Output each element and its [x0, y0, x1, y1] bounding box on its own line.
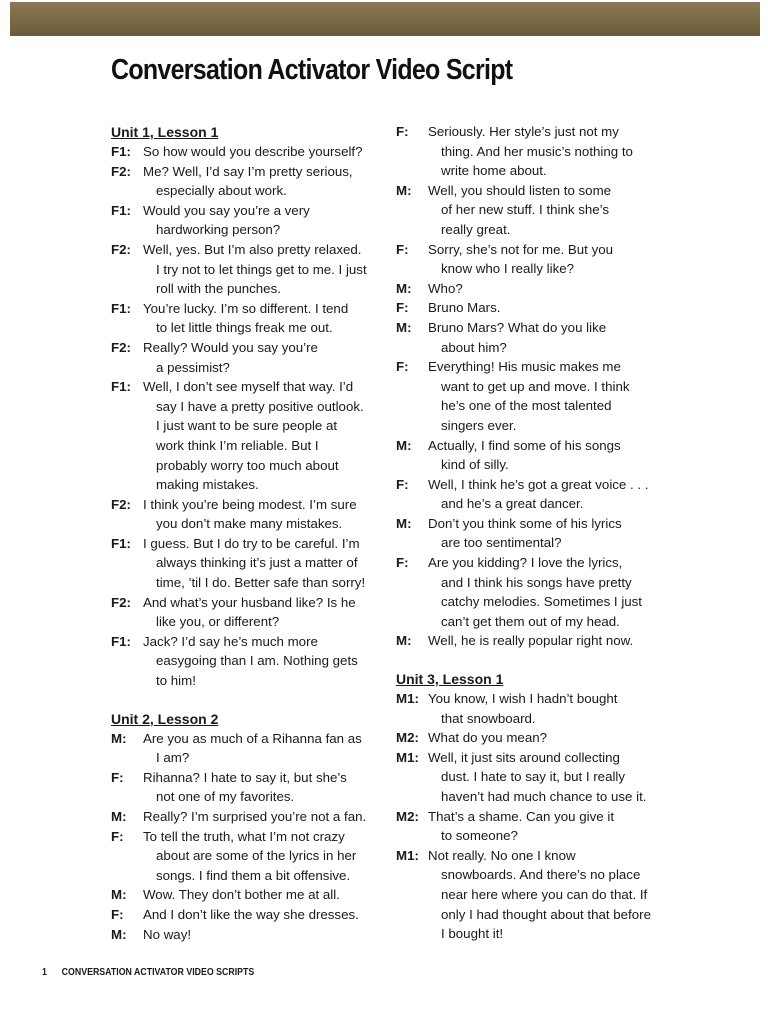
dialogue-text: hardworking person?: [156, 222, 281, 238]
dialogue-text: Not really. No one I know: [428, 847, 576, 863]
dialogue-turn: [111, 338, 373, 377]
dialogue-turn: [111, 768, 373, 807]
dialogue-text: especially about work.: [156, 183, 287, 199]
speaker-spacer: [111, 220, 143, 240]
dialogue-text: No way!: [143, 926, 192, 942]
dialogue-line: [111, 925, 373, 945]
speaker-spacer: [111, 514, 143, 534]
speaker-spacer: [396, 377, 428, 397]
dialogue-text: Are you kidding? I love the lyrics,: [428, 555, 623, 571]
dialogue-line: [111, 220, 373, 240]
speaker-label: F2:: [111, 241, 131, 257]
dialogue-turn: [396, 357, 660, 435]
speaker-label: F:: [396, 124, 409, 139]
dialogue-turn: [396, 240, 660, 279]
speaker-label: M:: [396, 437, 412, 453]
speaker-spacer: [396, 142, 428, 162]
dialogue-line: [396, 318, 660, 338]
dialogue-turn: [396, 436, 660, 475]
dialogue-text: you don’t make many mistakes.: [156, 516, 343, 532]
dialogue-text: to someone?: [441, 828, 518, 844]
dialogue-line: [396, 181, 660, 201]
dialogue-turn: [396, 279, 660, 299]
speaker-spacer: [111, 475, 143, 495]
dialogue-text: Well, you should listen to some: [428, 182, 612, 198]
dialogue-text: near here where you can do that. If: [441, 886, 648, 902]
section-gap: [396, 651, 660, 669]
dialogue-text: snowboards. And there’s no place: [441, 867, 641, 883]
speaker-spacer: [111, 612, 143, 632]
dialogue-text: Well, I don’t see myself that way. I’d: [143, 379, 354, 395]
speaker-label: F:: [396, 300, 409, 316]
dialogue-text: That’s a shame. Can you give it: [428, 808, 615, 824]
dialogue-turn: [396, 846, 660, 944]
dialogue-line: [396, 259, 660, 279]
unit-heading: Unit 1, Lesson 1: [111, 124, 219, 140]
dialogue-text: making mistakes.: [156, 477, 259, 493]
dialogue-line: [111, 671, 373, 691]
section-gap: [111, 691, 373, 709]
dialogue-text: I bought it!: [441, 926, 504, 942]
dialogue-text: to him!: [156, 673, 196, 689]
dialogue-line: [396, 533, 660, 553]
dialogue-turn: [396, 298, 660, 318]
dialogue-turn: [396, 553, 660, 631]
speaker-spacer: [396, 709, 428, 729]
dialogue-text: Bruno Mars.: [428, 300, 501, 316]
dialogue-line: [396, 279, 660, 299]
speaker-label: M:: [111, 926, 127, 942]
speaker-spacer: [111, 358, 143, 378]
dialogue-line: [396, 924, 660, 944]
dialogue-line: [111, 162, 373, 182]
speaker-spacer: [396, 885, 428, 905]
dialogue-line: [111, 397, 373, 417]
dialogue-line: [111, 573, 373, 593]
dialogue-text: easygoing than I am. Nothing gets: [156, 653, 358, 669]
dialogue-text: I guess. But I do try to be careful. I’m: [143, 535, 360, 551]
dialogue-line: [396, 573, 660, 593]
dialogue-line: [396, 748, 660, 768]
speaker-label: F2:: [111, 496, 131, 512]
speaker-label: F2:: [111, 163, 131, 179]
dialogue-text: dust. I hate to say it, but I really: [441, 769, 626, 785]
dialogue-line: [396, 553, 660, 573]
dialogue-text: Rihanna? I hate to say it, but she’s: [143, 769, 347, 785]
speaker-spacer: [111, 553, 143, 573]
dialogue-turn: [111, 299, 373, 338]
speaker-label: M:: [396, 280, 412, 296]
dialogue-text: I try not to let things get to me. I just: [156, 261, 367, 277]
dialogue-turn: [111, 827, 373, 886]
speaker-label: F1:: [111, 535, 131, 551]
dialogue-text: only I had thought about that before: [441, 906, 651, 922]
dialogue-text: songs. I find them a bit offensive.: [156, 867, 351, 883]
dialogue-line: [111, 436, 373, 456]
speaker-spacer: [111, 436, 143, 456]
dialogue-line: [396, 689, 660, 709]
speaker-label: F:: [111, 769, 124, 785]
speaker-spacer: [111, 651, 143, 671]
dialogue-turn: [111, 632, 373, 691]
speaker-label: M2:: [396, 808, 419, 824]
dialogue-text: thing. And her music’s nothing to: [441, 143, 633, 159]
speaker-spacer: [396, 865, 428, 885]
dialogue-line: [396, 122, 660, 142]
dialogue-text: kind of silly.: [441, 457, 509, 473]
dialogue-text: that snowboard.: [441, 710, 536, 726]
speaker-label: F1:: [111, 633, 131, 649]
dialogue-line: [111, 612, 373, 632]
speaker-label: F1:: [111, 300, 131, 316]
speaker-spacer: [111, 573, 143, 593]
dialogue-line: [111, 534, 373, 554]
speaker-spacer: [111, 181, 143, 201]
dialogue-line: [396, 455, 660, 475]
dialogue-turn: [111, 905, 373, 925]
speaker-spacer: [396, 905, 428, 925]
dialogue-line: [396, 436, 660, 456]
speaker-label: F2:: [111, 594, 131, 610]
dialogue-text: Everything! His music makes me: [428, 359, 621, 375]
dialogue-line: [111, 768, 373, 788]
dialogue-text: work think I’m reliable. But I: [156, 437, 319, 453]
dialogue-line: [111, 514, 373, 534]
dialogue-text: So how would you describe yourself?: [143, 144, 363, 159]
dialogue-line: [111, 142, 373, 162]
dialogue-line: [396, 767, 660, 787]
dialogue-line: [396, 787, 660, 807]
speaker-label: F:: [396, 241, 409, 257]
speaker-spacer: [396, 200, 428, 220]
speaker-spacer: [396, 573, 428, 593]
dialogue-text: You’re lucky. I’m so different. I tend: [143, 300, 349, 316]
dialogue-text: I think you’re being modest. I’m sure: [143, 496, 357, 512]
speaker-spacer: [396, 767, 428, 787]
dialogue-line: [111, 338, 373, 358]
speaker-label: M:: [111, 887, 127, 903]
dialogue-text: are too sentimental?: [441, 535, 562, 551]
dialogue-line: [111, 827, 373, 847]
dialogue-line: [111, 866, 373, 886]
dialogue-turn: [396, 689, 660, 728]
dialogue-line: [111, 456, 373, 476]
dialogue-text: Who?: [428, 280, 463, 296]
dialogue-turn: [111, 534, 373, 593]
dialogue-turn: [111, 162, 373, 201]
dialogue-line: [396, 846, 660, 866]
dialogue-text: know who I really like?: [441, 261, 575, 277]
speaker-label: M:: [111, 730, 127, 746]
dialogue-line: [111, 299, 373, 319]
speaker-spacer: [111, 397, 143, 417]
page-number: 1: [42, 967, 47, 978]
dialogue-text: and I think his songs have pretty: [441, 574, 632, 590]
dialogue-turn: [396, 631, 660, 651]
dialogue-turn: [111, 495, 373, 534]
dialogue-text: Don’t you think some of his lyrics: [428, 515, 622, 531]
dialogue-line: [111, 318, 373, 338]
dialogue-line: [111, 729, 373, 749]
dialogue-line: [396, 612, 660, 632]
dialogue-turn: [396, 318, 660, 357]
speaker-label: M:: [396, 319, 412, 335]
page-title: Conversation Activator Video Script: [111, 54, 513, 86]
speaker-spacer: [396, 455, 428, 475]
speaker-label: M:: [396, 182, 412, 198]
dialogue-text: You know, I wish I hadn’t bought: [428, 691, 618, 707]
speaker-spacer: [396, 161, 428, 181]
dialogue-line: [396, 494, 660, 514]
dialogue-text: Really? I’m surprised you’re not a fan.: [143, 809, 367, 824]
dialogue-line: [396, 416, 660, 436]
dialogue-line: [111, 787, 373, 807]
dialogue-line: [396, 475, 660, 495]
dialogue-turn: [111, 377, 373, 495]
dialogue-text: Seriously. Her style’s just not my: [428, 124, 619, 139]
speaker-label: M:: [396, 515, 412, 531]
dialogue-text: say I have a pretty positive outlook.: [156, 398, 364, 414]
dialogue-text: like you, or different?: [156, 614, 280, 630]
dialogue-line: [111, 495, 373, 515]
speaker-spacer: [396, 220, 428, 240]
speaker-spacer: [396, 826, 428, 846]
dialogue-text: Actually, I find some of his songs: [428, 437, 621, 453]
dialogue-line: [111, 377, 373, 397]
dialogue-turn: [396, 475, 660, 514]
dialogue-text: of her new stuff. I think she’s: [441, 202, 610, 218]
dialogue-line: [396, 728, 660, 748]
dialogue-text: he’s one of the most talented: [441, 398, 612, 414]
speaker-spacer: [396, 592, 428, 612]
dialogue-text: a pessimist?: [156, 359, 230, 375]
dialogue-text: catchy melodies. Sometimes I just: [441, 594, 643, 610]
left-column: [111, 122, 373, 944]
dialogue-turn: [111, 729, 373, 768]
dialogue-line: [111, 651, 373, 671]
dialogue-line: [396, 396, 660, 416]
speaker-spacer: [111, 318, 143, 338]
dialogue-line: [396, 377, 660, 397]
dialogue-text: not one of my favorites.: [156, 789, 295, 805]
speaker-spacer: [396, 259, 428, 279]
dialogue-line: [111, 260, 373, 280]
speaker-label: F1:: [111, 379, 131, 395]
dialogue-turn: [111, 807, 373, 827]
speaker-spacer: [111, 846, 143, 866]
dialogue-line: [111, 632, 373, 652]
speaker-spacer: [111, 260, 143, 280]
dialogue-line: [111, 885, 373, 905]
dialogue-text: can’t get them out of my head.: [441, 613, 620, 629]
dialogue-line: [111, 475, 373, 495]
dialogue-text: want to get up and move. I think: [441, 378, 630, 394]
dialogue-line: [396, 709, 660, 729]
speaker-spacer: [111, 456, 143, 476]
speaker-spacer: [111, 866, 143, 886]
dialogue-text: Well, he is really popular right now.: [428, 633, 634, 649]
dialogue-line: [396, 514, 660, 534]
dialogue-turn: [111, 201, 373, 240]
dialogue-turn: [396, 748, 660, 807]
footer-label: CONVERSATION ACTIVATOR VIDEO SCRIPTS: [61, 967, 255, 978]
speaker-label: F:: [111, 828, 124, 844]
speaker-label: M:: [396, 633, 412, 649]
dialogue-text: To tell the truth, what I’m not crazy: [143, 828, 345, 844]
dialogue-line: [111, 748, 373, 768]
speaker-label: M:: [111, 809, 127, 824]
header-color-bar: [10, 2, 760, 36]
dialogue-line: [396, 200, 660, 220]
speaker-spacer: [396, 612, 428, 632]
speaker-spacer: [396, 338, 428, 358]
dialogue-turn: [111, 925, 373, 945]
dialogue-text: Bruno Mars? What do you like: [428, 319, 607, 335]
dialogue-line: [396, 357, 660, 377]
dialogue-text: singers ever.: [441, 417, 517, 433]
speaker-label: F:: [396, 476, 409, 492]
speaker-label: M1:: [396, 749, 419, 765]
speaker-label: M2:: [396, 730, 419, 746]
dialogue-line: [111, 201, 373, 221]
speaker-spacer: [111, 416, 143, 436]
dialogue-text: And what’s your husband like? Is he: [143, 594, 356, 610]
speaker-label: M1:: [396, 691, 419, 707]
dialogue-turn: [111, 240, 373, 299]
speaker-spacer: [396, 494, 428, 514]
dialogue-text: Me? Well, I’d say I’m pretty serious,: [143, 163, 353, 179]
dialogue-text: Well, it just sits around collecting: [428, 749, 620, 765]
dialogue-text: always thinking it’s just a matter of: [156, 555, 358, 571]
dialogue-text: Would you say you’re a very: [143, 202, 310, 218]
dialogue-line: [111, 553, 373, 573]
speaker-label: F:: [396, 359, 409, 375]
speaker-label: F1:: [111, 144, 131, 159]
dialogue-line: [111, 905, 373, 925]
dialogue-text: about are some of the lyrics in her: [156, 848, 357, 864]
dialogue-line: [111, 846, 373, 866]
speaker-spacer: [111, 787, 143, 807]
dialogue-turn: [111, 142, 373, 162]
dialogue-line: [111, 358, 373, 378]
dialogue-turn: [111, 593, 373, 632]
dialogue-line: [396, 161, 660, 181]
dialogue-text: Sorry, she’s not for me. But you: [428, 241, 614, 257]
speaker-label: M1:: [396, 847, 419, 863]
speaker-spacer: [111, 279, 143, 299]
dialogue-text: Well, I think he’s got a great voice . . .: [428, 476, 649, 492]
dialogue-text: and he’s a great dancer.: [441, 496, 584, 512]
dialogue-text: Really? Would you say you’re: [143, 339, 318, 355]
speaker-spacer: [396, 396, 428, 416]
dialogue-line: [396, 592, 660, 612]
dialogue-line: [396, 826, 660, 846]
speaker-label: F2:: [111, 339, 131, 355]
dialogue-text: roll with the punches.: [156, 281, 281, 297]
dialogue-text: I am?: [156, 750, 190, 766]
dialogue-text: probably worry too much about: [156, 457, 339, 473]
dialogue-line: [396, 240, 660, 260]
dialogue-text: to let little things freak me out.: [156, 320, 333, 336]
speaker-spacer: [396, 787, 428, 807]
dialogue-turn: [111, 885, 373, 905]
speaker-spacer: [111, 748, 143, 768]
dialogue-line: [111, 240, 373, 260]
dialogue-line: [111, 181, 373, 201]
page-footer: [42, 967, 254, 978]
dialogue-text: Well, yes. But I’m also pretty relaxed.: [143, 241, 362, 257]
right-column: [396, 122, 660, 944]
dialogue-line: [396, 298, 660, 318]
speaker-label: F:: [396, 555, 409, 571]
dialogue-line: [396, 338, 660, 358]
dialogue-line: [396, 142, 660, 162]
speaker-label: F1:: [111, 202, 131, 218]
speaker-spacer: [396, 924, 428, 944]
dialogue-line: [396, 865, 660, 885]
dialogue-text: What do you mean?: [428, 730, 548, 746]
dialogue-text: haven’t had much chance to use it.: [441, 789, 647, 804]
unit-heading: Unit 2, Lesson 2: [111, 710, 219, 727]
dialogue-line: [396, 885, 660, 905]
dialogue-text: time, ’til I do. Better safe than sorry!: [156, 575, 366, 591]
dialogue-turn: [396, 122, 660, 181]
dialogue-turn: [396, 514, 660, 553]
dialogue-line: [111, 807, 373, 827]
dialogue-text: Are you as much of a Rihanna fan as: [143, 730, 362, 746]
dialogue-line: [111, 416, 373, 436]
dialogue-text: about him?: [441, 339, 507, 355]
unit-heading: Unit 3, Lesson 1: [396, 671, 504, 688]
dialogue-line: [111, 593, 373, 613]
dialogue-line: [111, 279, 373, 299]
dialogue-turn: [396, 807, 660, 846]
dialogue-line: [396, 631, 660, 651]
dialogue-line: [396, 905, 660, 925]
speaker-label: F:: [111, 906, 124, 922]
dialogue-text: write home about.: [441, 163, 547, 179]
dialogue-text: really great.: [441, 221, 511, 237]
dialogue-text: Jack? I’d say he’s much more: [143, 633, 318, 649]
speaker-spacer: [396, 533, 428, 553]
dialogue-turn: [396, 728, 660, 748]
dialogue-text: Wow. They don’t bother me at all.: [143, 887, 340, 903]
dialogue-text: And I don’t like the way she dresses.: [143, 906, 359, 922]
dialogue-text: I just want to be sure people at: [156, 418, 338, 434]
speaker-spacer: [111, 671, 143, 691]
dialogue-turn: [396, 181, 660, 240]
dialogue-line: [396, 220, 660, 240]
speaker-spacer: [396, 416, 428, 436]
dialogue-line: [396, 807, 660, 827]
